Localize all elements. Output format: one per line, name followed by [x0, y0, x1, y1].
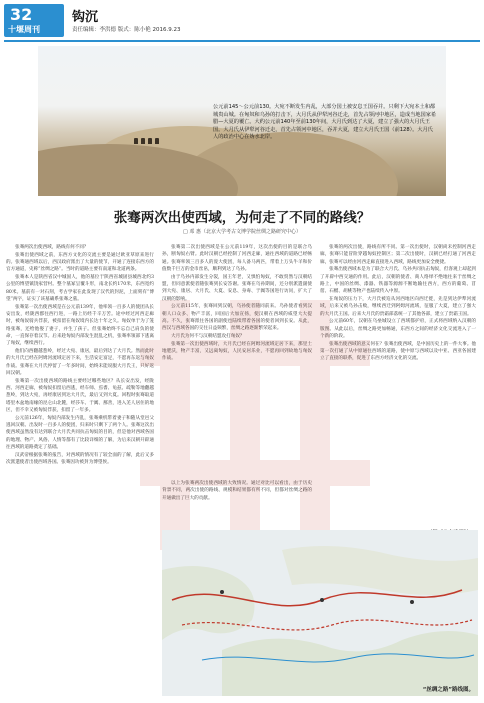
paragraph: 张骞两次出使西域，路线有何不同？: [15, 245, 89, 250]
paragraph: 汉武帝根据张骞的报告，对西域的情况有了较全面的了解，此后又多次派遣使者出使西域各国。张骞因功被封为博望侯。: [6, 452, 154, 466]
camel-figure: [155, 138, 159, 144]
paragraph: 张骞出使西域本是为了联合大月氏、乌孙共同抗击匈奴，但客观上却起到了开辟中西交通的作用。此后，汉朝的使者、商人络绎不绝地往来于丝绸之路上，中国的丝绸、漆器、铁器等源源不断地输往西方，西方的葡萄、苜蓿、石榴、胡桃等物产也陆续传入中原。: [320, 267, 476, 295]
page-header: [4, 4, 480, 40]
column-title: 钩沉: [72, 10, 99, 25]
camel-figure: [141, 138, 145, 144]
paragraph: 张骞第二次出使西域是在公元前119年，这次出使的目的是联合乌孙，断匈奴右臂。此时汉朝已经控制了河西走廊，通往西域的道路已经畅通。张骞率领三百多人的庞大使团，每人备马两匹，带着上万头牛羊和价值数千巨万的金币丝帛，顺利到达了乌孙。: [162, 245, 312, 272]
camel-figure: [134, 138, 138, 144]
article-column-3: [320, 244, 476, 526]
camel-figure: [148, 138, 152, 144]
silk-road-map: [162, 530, 478, 696]
map-graphic: [162, 530, 478, 696]
paragraph: 张骞出使西域之前，东西方文化的交流主要是通过欧亚草原来进行的。张骞通西域以后，西汉政府派出了大量的使节，开通了连接东西方的官方通道，史称“丝绸之路”。当时的道路主要有南道和北道两条。: [6, 252, 154, 273]
paragraph: 公元前60年，汉朝在乌垒城设立了西域都护府，正式将西域纳入汉朝的版图。从此以后，丝绸之路更加畅通，东西方之间的经济文化交流进入了一个新的阶段。: [320, 319, 476, 340]
paragraph: 大月氏为何不与汉朝结盟攻打匈奴？: [171, 334, 245, 340]
editor-line: 责任编辑：李洪德 版式：陈小艳 2016.9.23: [72, 27, 181, 33]
paragraph: 以上为张骞两次出使西域的大致情况。通过对比可以看出，由于历史背景不同，两次出使的路线、规模和结果都有所不同，但都对丝绸之路的开通做出了巨大的贡献。: [162, 481, 312, 501]
article-headline: 张骞两次出使西域，为何走了不同的路线？: [113, 210, 371, 226]
photo-caption: 公元前145～公元前130。大宛不断发生内乱，大部分国土被安息王国吞并。只剩下大宛本土和都城贵山城。在匈奴和乌孙的打击下，大月氏从伊犁河谷迁走，首先占领河中地区，造成当地国家希腊—大夏的覆亡。大约公元前140年至前130年间，大月氏到达了大夏，建立了强大的大月氏王国。大月氏从伊犁河谷迁走，首先占领河中地区，吞并大夏，建立大月氏王国（前128）。大月氏人的政治中心在妫水北岸。: [213, 104, 437, 141]
article-column-2b: [162, 480, 312, 522]
paragraph: 他们向西翻越葱岭，经过大宛、康居，最后到达了大月氏。然而此时的大月氏已经在阿姆河流域定居下来，生活安定富足，不愿再东返与匈奴作战。张骞在大月氏停留了一年多时间，始终未能说服大月氏王，只好返回汉朝。: [6, 349, 154, 377]
article-byline: □ 邓 惠（北京大学考古文博学院丝绸之路研究中心）: [183, 229, 301, 235]
paragraph: 张骞第一次出使西域的路线主要经过哪些地区？从长安出发，经陇西、河西走廊，被匈奴扣留后西逃，经车师、焉耆、龟兹、疏勒等地翻越葱岭，到达大宛，再经康居到达大月氏，最后又到大夏。回程时张骞取道塔里木盆地南缘的昆仑山北麓，经莎车、于阗、鄯善，进入羌人居住的地区，但不幸又被匈奴俘获，扣留了一年多。: [6, 378, 154, 414]
paragraph: 公元前126年，匈奴内部发生内乱，张骞乘机带着妻子和随从堂邑父逃回汉朝。出发时一百多人的使团，归来时只剩下了两个人。张骞这次出使西域虽然没有达到联合大月氏共同抗击匈奴的目的，但是他对西域各国的地理、物产、风俗、人情等都有了比较详细的了解，为后来汉朝开辟通往西域的道路奠定了基础。: [6, 415, 154, 451]
paragraph: 张骞第一次出使西域时，大月氏已经在阿姆河流域定居下来，那里土地肥沃，物产丰富，又远离匈奴，人民安居乐业，不愿再回到故地与匈奴作战。: [162, 341, 312, 362]
paragraph: 张骞本人是陕西省汉中城固人，他的墓位于陕西省城固县城西北约3公里的博望镇饶家营村。整个墓冢呈覆斗形，南北长约170米，东西宽约80米。墓前有一对石刻，考古学家在此发现了汉代的封泥，上面刻有“博望”两字，证实了该墓确系张骞之墓。: [6, 275, 154, 303]
paragraph: 张骞出使西域的意义何在？张骞出使西域，是中国历史上的一件大事。他第一次打通了从中原通往西域的道路，使中原与西域以及中亚、西亚各国建立了直接的联系，促进了东西方经济文化的交流。: [320, 341, 476, 362]
paragraph: 张骞的两次出使，路线有所不同。第一次出使时，汉朝尚未控制河西走廊，张骞只能冒险穿越匈奴控制区；第二次出使时，汉朝已经打通了河西走廊，张骞可以经由河西走廊直接进入西域，路线更加安全便捷。: [320, 245, 476, 265]
paragraph: 在匈奴的压力下，大月氏被迫从河西地区向西迁徙，先是到达伊犁河流域，后来又被乌孙击败，继续西迁到阿姆河流域，征服了大夏，建立了强大的大月氏王国。后来大月氏的贵霜部落统一了其他各部，建立了贵霜王国。: [320, 297, 476, 317]
section-badge: [4, 4, 64, 37]
header-rule: [4, 40, 480, 42]
map-caption: “丝绸之路”路线图。: [422, 687, 474, 693]
section-name: 十堰周刊: [8, 25, 40, 34]
page-number: 32: [10, 5, 33, 24]
paragraph: 公元前115年，张骞回到汉朝，乌孙使者随同前来。乌孙使者看到汉朝人口众多、物产丰富，回国后大加宣扬，使汉朝在西域的威望大大提高。不久，张骞派往各国的副使也陆续带着各国的使者回到长安。从此，西汉与西域各国的交往日益频繁，丝绸之路逐渐繁荣起来。: [162, 304, 312, 332]
article-column-1: [6, 244, 154, 696]
article-column-2: [162, 244, 312, 476]
paragraph: 由于乌孙内部发生分裂，国王年老，又惧怕匈奴，不敢贸然与汉朝结盟，但同意派使者随张骞到长安答谢。张骞在乌孙期间，还分别派遣副使到大宛、康居、大月氏、大夏、安息、身毒、于阗等国进行访问，扩大了汉朝的影响。: [162, 274, 312, 302]
desert-photo: [38, 46, 446, 196]
paragraph: 张骞第一次出使西域是在公元前139年，他率领一百多人的使团从长安出发，经陇西郡往西行进，一路上历经千辛万苦。途中经过河西走廊时，被匈奴骑兵俘获，被扣留在匈奴境内长达十年之久。匈奴单于为了笼络张骞，还给他娶了妻子，并生了孩子。但张骞始终不忘自己肩负的使命，一直保存着汉节。后来趁匈奴内部发生混乱之机，张骞率领部下逃离了匈奴，继续西行。: [6, 304, 154, 347]
